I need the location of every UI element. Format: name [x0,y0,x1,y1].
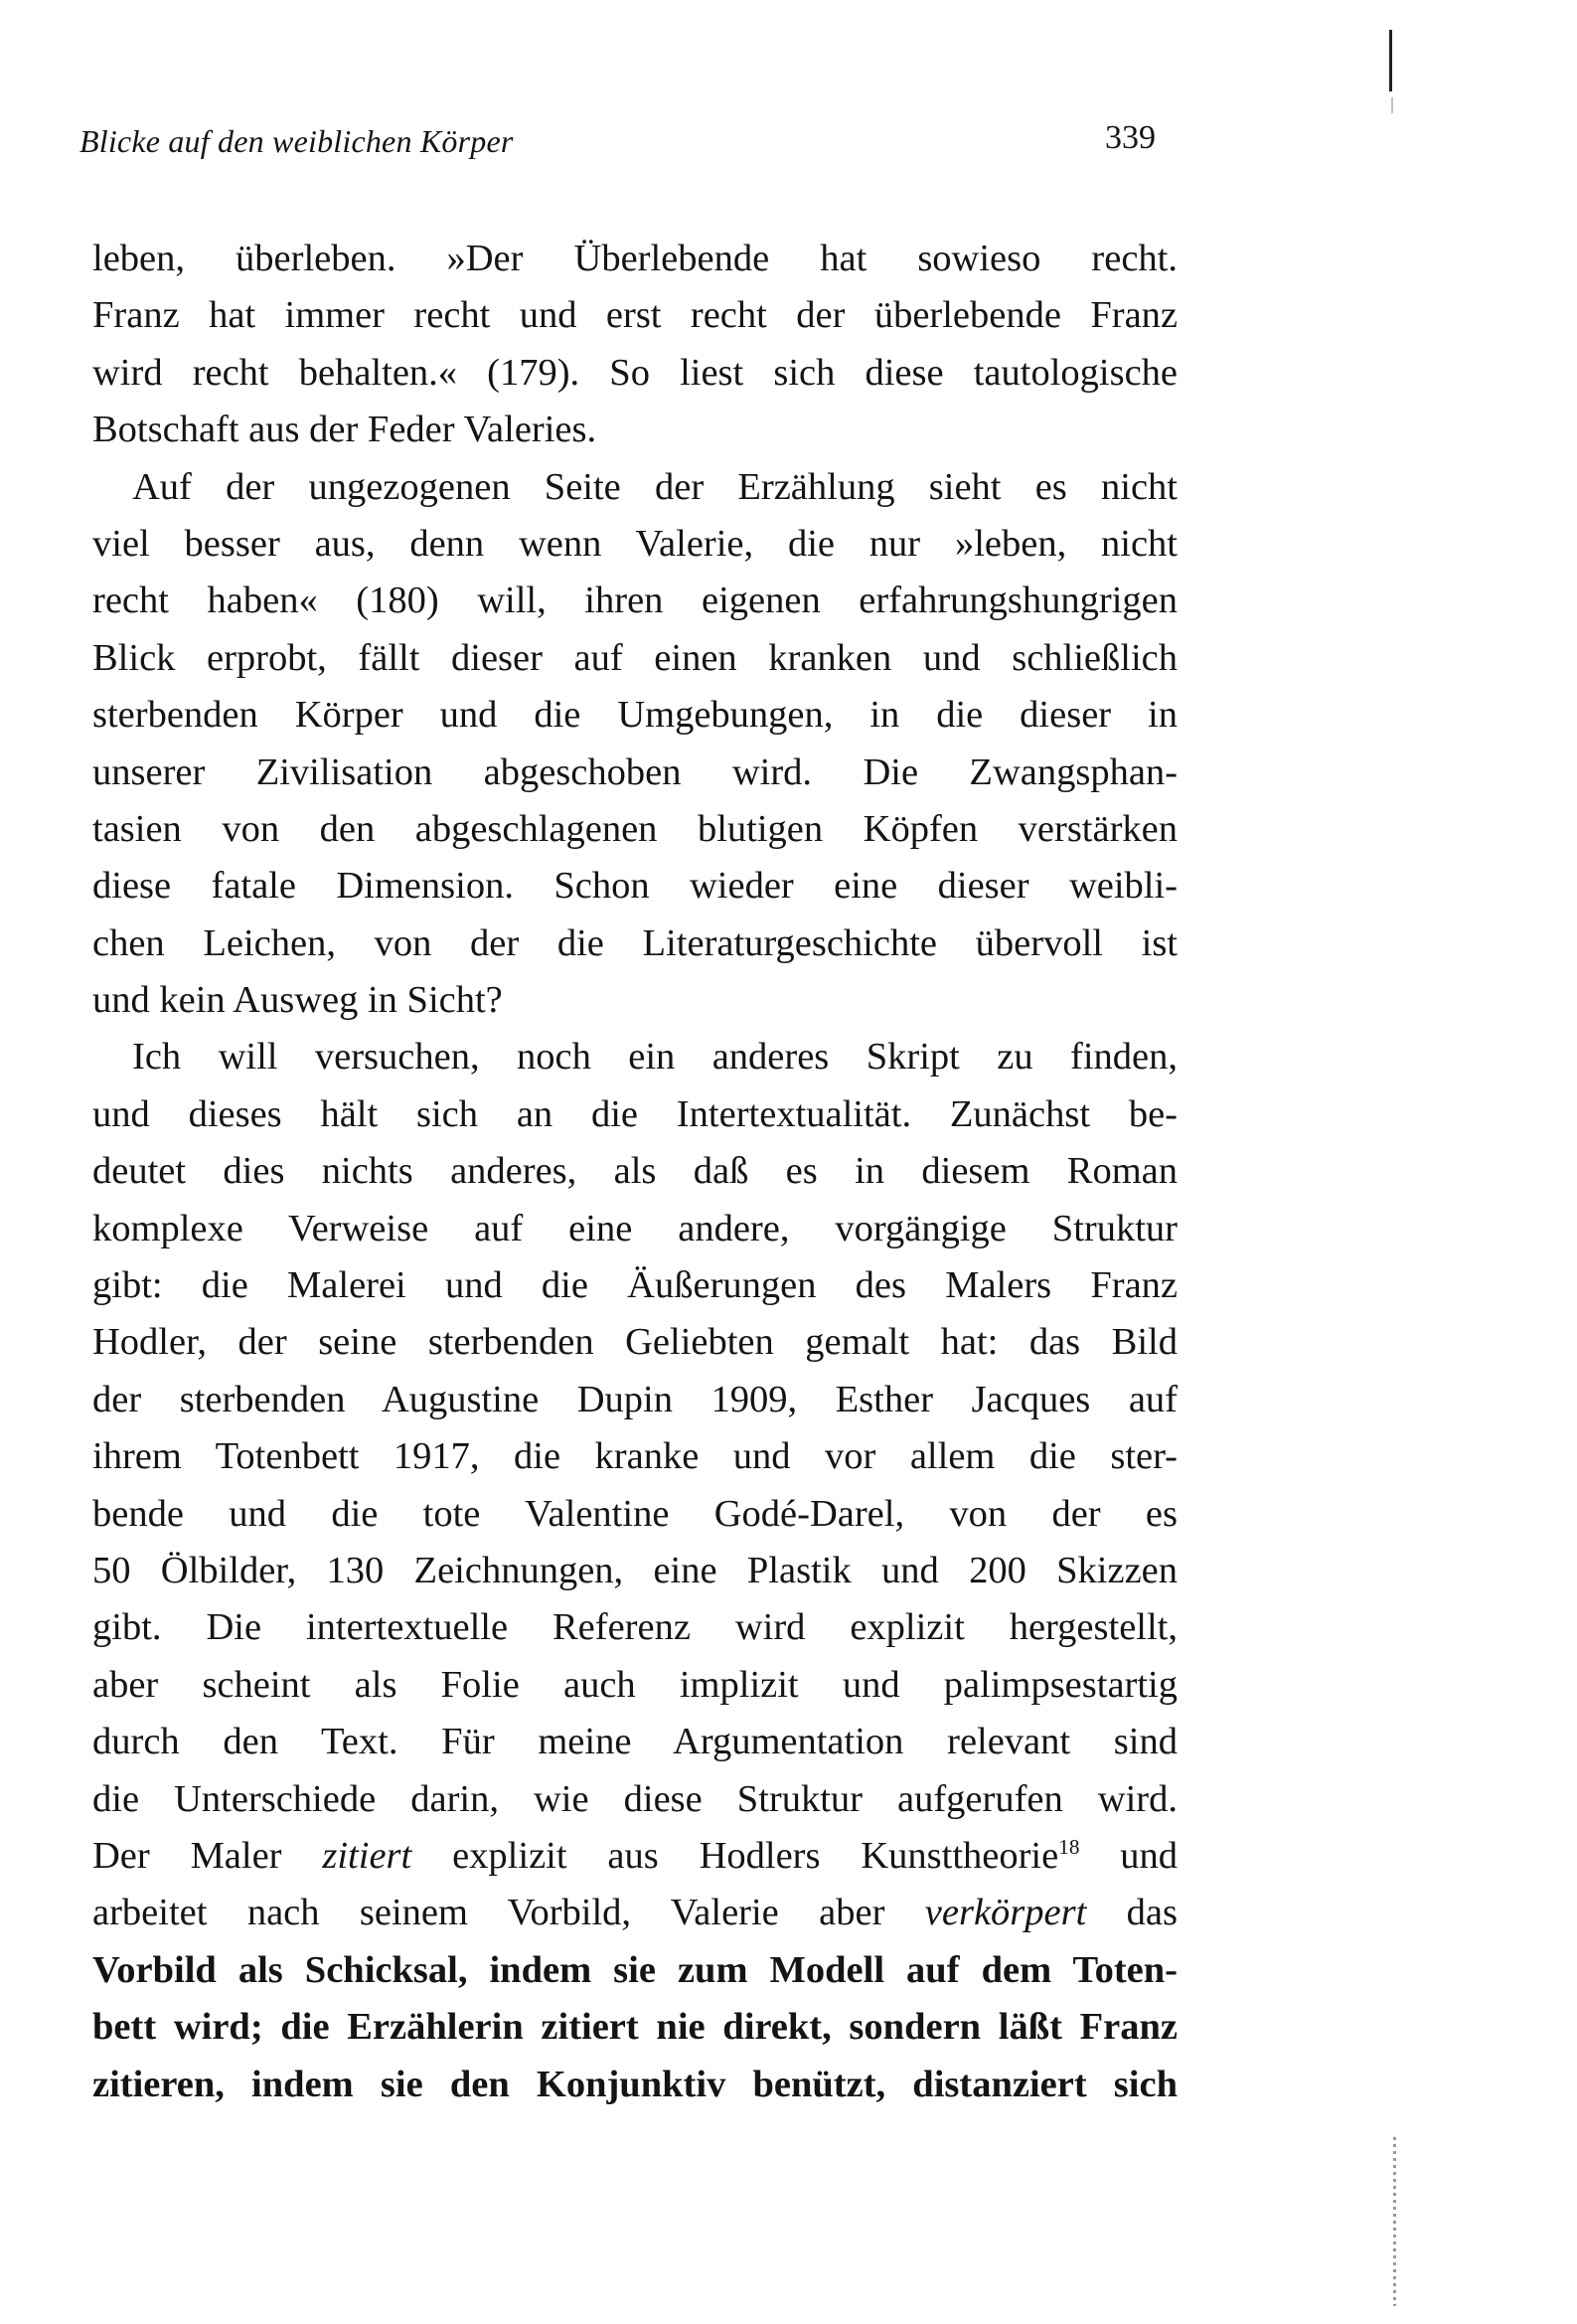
text-line: Vorbild als Schicksal, indem sie zum Modell auf dem Toten- [92,1948,1178,1991]
text-line: wird recht behalten.« (179). So liest sich diese tautologische [92,351,1178,394]
page-number: 339 [1105,119,1156,156]
text-fragment: arbeitet nach seinem Vorbild, Valerie aber [92,1892,925,1934]
text-line [92,1828,1178,1885]
text-line: zitieren, indem sie den Konjunktiv benützt, distanziert sich [92,2063,1178,2105]
text-line: unserer Zivilisation abgeschoben wird. Die Zwangsphan- [92,750,1178,793]
text-fragment: Der Maler [92,1834,323,1877]
text-line: bett wird; die Erzählerin zitiert nie direkt, sondern läßt Franz [92,2006,1178,2049]
text-line: viel besser aus, denn wenn Valerie, die nur »leben, nicht [92,522,1178,565]
text-line: deutet dies nichts anderes, als daß es in diesem Roman [92,1150,1178,1193]
text-line: und dieses hält sich an die Intertextualität. Zunächst be- [92,1092,1178,1135]
text-line: Hodler, der seine sterbenden Geliebten gemalt hat: das Bild [92,1321,1178,1364]
text-line: tasien von den abgeschlagenen blutigen Köpfen verstärken [92,807,1178,850]
text-line: recht haben« (180) will, ihren eigenen erfahrungshungrigen [92,580,1178,622]
text-line: leben, überleben. »Der Überlebende hat sowieso recht. [92,238,1178,279]
scan-artifact-right [1393,2137,1396,2306]
body-text [92,231,1178,2113]
running-header-title: Blicke auf den weiblichen Körper [79,123,514,159]
text-line: Botschaft aus der Feder Valeries. [92,409,597,451]
scan-artifact-dot [1391,97,1393,113]
text-fragment: explizit aus Hodlers Kunsttheorie [411,1834,1059,1877]
text-line: Auf der ungezogenen Seite der Erzählung sieht es nicht [132,465,1178,508]
text-line: 50 Ölbilder, 130 Zeichnungen, eine Plastik und 200 Skizzen [92,1549,1178,1591]
emphasis-text: verkörpert [924,1892,1087,1934]
text-line: und kein Ausweg in Sicht? [92,979,503,1022]
text-line: Blick erprobt, fällt dieser auf einen kranken und schließlich [92,636,1178,679]
text-line: Franz hat immer recht und erst recht der überlebende Franz [92,294,1178,337]
text-line: die Unterschiede darin, wie diese Struktur aufgerufen wird. [92,1777,1178,1820]
text-line: Ich will versuchen, noch ein anderes Skript zu finden, [132,1036,1178,1079]
text-fragment: das [1086,1892,1179,1934]
scan-artifact-top [1389,30,1392,91]
text-fragment: und [1079,1834,1179,1877]
text-line: der sterbenden Augustine Dupin 1909, Esther Jacques auf [92,1378,1178,1420]
text-line: aber scheint als Folie auch implizit und palimpsestartig [92,1663,1178,1706]
text-line [92,1885,1178,1941]
emphasis-text: zitiert [322,1834,412,1877]
text-line: gibt. Die intertextuelle Referenz wird explizit hergestellt, [92,1606,1178,1649]
text-line: komplexe Verweise auf eine andere, vorgängige Struktur [92,1207,1178,1249]
footnote-marker: 18 [1058,1835,1080,1860]
text-line: chen Leichen, von der die Literaturgeschichte übervoll ist [92,921,1178,964]
text-line: durch den Text. Für meine Argumentation relevant sind [92,1721,1178,1763]
text-line: diese fatale Dimension. Schon wieder eine dieser weibli- [92,865,1178,908]
text-line: bende und die tote Valentine Godé-Darel, von der es [92,1492,1178,1535]
text-line: sterbenden Körper und die Umgebungen, in die dieser in [92,694,1178,737]
text-line: ihrem Totenbett 1917, die kranke und vor allem die ster- [92,1435,1178,1478]
text-line: gibt: die Malerei und die Äußerungen des Malers Franz [92,1264,1178,1307]
